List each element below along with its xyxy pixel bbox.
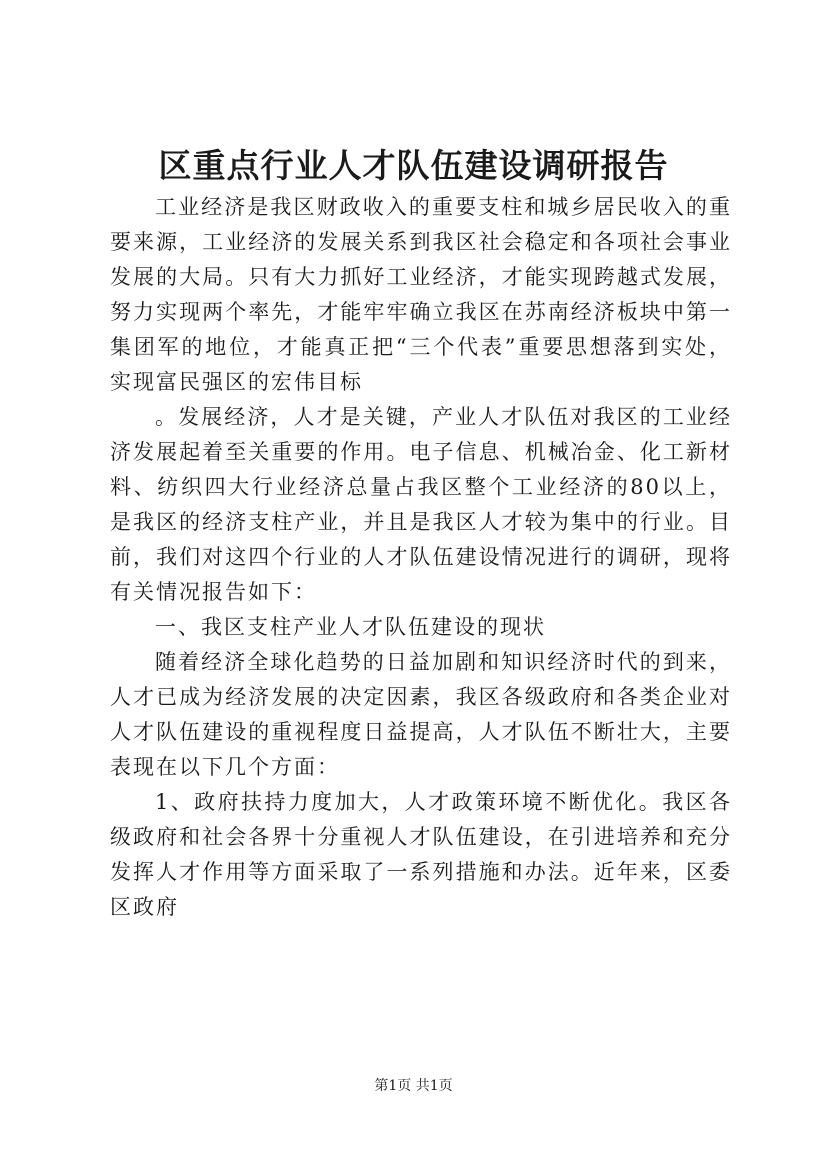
document-title: 区重点行业人才队伍建设调研报告 [158,146,669,185]
paragraph-intro: 工业经济是我区财政收入的重要支柱和城乡居民收入的重要来源，工业经济的发展关系到我区社会稳定和各项社会事业发展的大局。只有大力抓好工业经济，才能实现跨越式发展，努力实现两个率先，才能牢牢确立我区在苏南经济板块中第一集团军的地位，才能真正把“三个代表”重要思想落到实处，实现富民强区的宏伟目标 [110,195,732,394]
section-heading: 一、我区支柱产业人才队伍建设的现状 [155,615,546,639]
paragraph-overview: 。发展经济，人才是关键，产业人才队伍对我区的工业经济发展起着至关重要的作用。电子信息、机械冶金、化工新材料、纺织四大行业经济总量占我区整个工业经济的80以上，是我区的经济支柱产业，并且是我区人才较为集中的行业。目前，我们对这四个行业的人才队伍建设情况进行的调研，现将有关情况报告如下： [110,405,732,604]
paragraph-status: 随着经济全球化趋势的日益加剧和知识经济时代的到来，人才已成为经济发展的决定因素，我区各级政府和各类企业对人才队伍建设的重视程度日益提高，人才队伍不断壮大，主要表现在以下几个方面： [110,650,732,779]
paragraph-policy: 1、政府扶持力度加大，人才政策环境不断优化。我区各级政府和社会各界十分重视人才队伍建设，在引进培养和充分发挥人才作用等方面采取了一系列措施和办法。近年来，区委区政府 [110,790,732,919]
document-body [110,190,732,925]
page-footer: 第1页 共1页 [374,1078,453,1094]
